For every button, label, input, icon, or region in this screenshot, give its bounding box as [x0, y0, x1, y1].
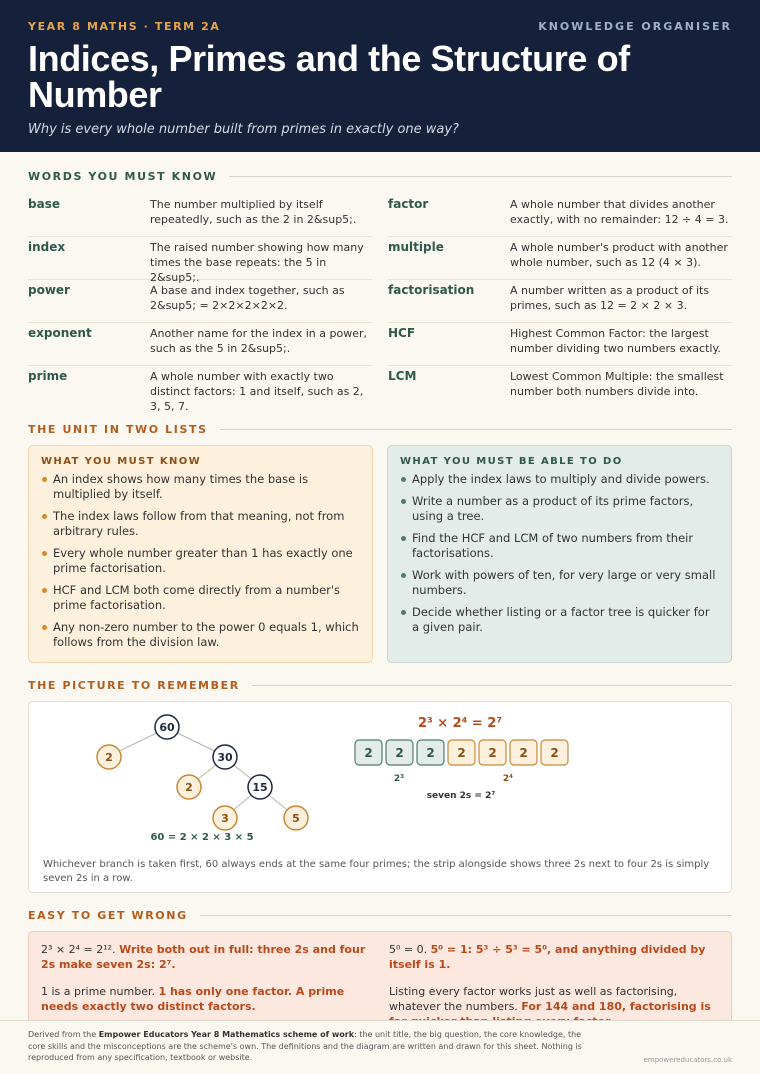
tree-node-label: 2: [105, 751, 113, 764]
strip-summary: seven 2s = 2⁷: [426, 791, 496, 801]
misconception-fix: For 144 and 180, factorising is: [521, 1000, 711, 1013]
tree-node-label: 30: [217, 751, 233, 764]
strip-cell-label: 2: [395, 746, 404, 760]
glossary-definition: Another name for the index in a power, such as the 5 in 2&sup5;.: [150, 327, 368, 355]
list-item: Every whole number greater than 1 has exactly one prime factorisation.: [41, 546, 360, 576]
page-footer: [0, 1020, 760, 1074]
glossary-term: LCM: [388, 369, 417, 383]
document-type: KNOWLEDGE ORGANISER: [538, 20, 732, 33]
misconception: [41, 984, 371, 1014]
misconceptions-box: [28, 931, 732, 1029]
section-title: EASY TO GET WRONG: [28, 908, 188, 922]
misconceptions-left: [41, 942, 371, 1018]
glossary: [28, 194, 732, 413]
footer-scheme-name: Empower Educators Year 8 Mathematics scheme of work: [98, 1030, 355, 1039]
misconception-fix: Write both out in full: three 2s and four 2s make seven 2s: 2⁷.: [41, 943, 366, 971]
list-item: HCF and LCM both come directly from a number's prime factorisation.: [41, 583, 360, 613]
big-question: Why is every whole number built from primes in exactly one way?: [28, 122, 459, 137]
glossary-row: [28, 194, 372, 237]
course-kicker: YEAR 8 MATHS · TERM 2A: [28, 20, 221, 33]
glossary-row: [388, 237, 732, 280]
tree-result: 60 = 2 × 2 × 3 × 5: [150, 832, 254, 843]
footer-text: : the unit title, the big question, the core knowledge, the core skills and the misconceptions are the scheme's own. The definitions and the diagram are written and drawn for this sheet. Nothing is reproduced from any specification, textbook or website.: [28, 1030, 582, 1062]
footer-website: empowereducators.co.uk: [643, 1056, 732, 1064]
glossary-left-column: [28, 194, 372, 413]
strip-cell-label: 2: [364, 746, 373, 760]
factor-tree-diagram: [29, 702, 731, 852]
section-title: WORDS YOU MUST KNOW: [28, 169, 218, 183]
glossary-definition: A base and index together, such as 2&sup5; = 2×2×2×2×2.: [150, 284, 345, 312]
misconception: [41, 942, 371, 972]
know-title: WHAT YOU MUST KNOW: [41, 456, 202, 467]
glossary-term: exponent: [28, 326, 92, 340]
strip-cell-label: 2: [550, 746, 559, 760]
glossary-definition: A number written as a product of its primes, such as 12 = 2 × 2 × 3.: [510, 284, 710, 312]
glossary-definition: Highest Common Factor: the largest number dividing two numbers exactly.: [510, 327, 721, 355]
know-list: [41, 472, 360, 650]
glossary-definition: A whole number's product with another whole number, such as 12 (4 × 3).: [510, 241, 728, 269]
section-picture: [28, 677, 732, 693]
strip-group-label: 2⁴: [502, 774, 514, 784]
tree-node-label: 15: [252, 781, 268, 794]
section-title: THE PICTURE TO REMEMBER: [28, 678, 240, 692]
glossary-term: factorisation: [388, 283, 475, 297]
glossary-row: [388, 194, 732, 237]
glossary-row: [388, 280, 732, 323]
list-item: Write a number as a product of its prime factors, using a tree.: [400, 494, 719, 524]
glossary-term: HCF: [388, 326, 416, 340]
page-header: [0, 0, 760, 152]
section-title: THE UNIT IN TWO LISTS: [28, 422, 208, 436]
glossary-term: prime: [28, 369, 68, 383]
glossary-term: factor: [388, 197, 429, 211]
misconception-error: 1 is a prime number.: [41, 985, 159, 998]
glossary-row: [28, 280, 372, 323]
list-item: Find the HCF and LCM of two numbers from their factorisations.: [400, 531, 719, 561]
strip-heading: 2³ × 2⁴ = 2⁷: [417, 716, 503, 731]
glossary-term: base: [28, 197, 60, 211]
glossary-right-column: [388, 194, 732, 409]
tree-node-label: 60: [159, 721, 175, 734]
glossary-row: [28, 323, 372, 366]
list-item: The index laws follow from that meaning, not from arbitrary rules.: [41, 509, 360, 539]
picture-caption: Whichever branch is taken first, 60 always ends at the same four primes; the strip alongside shows three 2s next to four 2s is simply seven 2s in a row.: [43, 859, 710, 884]
glossary-row: [28, 366, 372, 413]
strip-cell-label: 2: [488, 746, 497, 760]
do-box: [387, 445, 732, 663]
list-item: Apply the index laws to multiply and divide powers.: [400, 472, 719, 487]
tree-node-label: 3: [221, 812, 229, 825]
glossary-definition: Lowest Common Multiple: the smallest number both numbers divide into.: [510, 370, 724, 398]
divider: [252, 685, 732, 686]
footer-source-note: [28, 1029, 588, 1074]
strip-cell-label: 2: [426, 746, 435, 760]
tree-node-label: 2: [185, 781, 193, 794]
glossary-term: index: [28, 240, 66, 254]
list-item: Any non-zero number to the power 0 equals 1, which follows from the division law.: [41, 620, 360, 650]
glossary-row: [28, 237, 372, 284]
glossary-row: [388, 366, 732, 409]
strip-group-label: 2³: [393, 774, 405, 784]
glossary-term: multiple: [388, 240, 444, 254]
strip-cell-label: 2: [457, 746, 466, 760]
glossary-definition: The raised number showing how many times the base repeats: the 5 in 2&sup5;.: [150, 241, 364, 284]
two-lists: [28, 445, 732, 663]
glossary-definition: A whole number that divides another exactly, with no remainder: 12 ÷ 4 = 3.: [510, 198, 729, 226]
section-wrong: [28, 907, 732, 923]
do-list: [400, 472, 719, 635]
glossary-definition: A whole number with exactly two distinct factors: 1 and itself, such as 2, 3, 5, 7.: [150, 370, 364, 413]
do-title: WHAT YOU MUST BE ABLE TO DO: [400, 456, 623, 467]
misconception: [389, 942, 719, 972]
tree-node-label: 5: [292, 812, 300, 825]
divider: [229, 176, 732, 177]
glossary-row: [388, 323, 732, 366]
list-item: Work with powers of ten, for very large or very small numbers.: [400, 568, 719, 598]
picture-panel: [28, 701, 732, 893]
list-item: An index shows how many times the base is multiplied by itself.: [41, 472, 360, 502]
know-box: [28, 445, 373, 663]
section-lists: [28, 421, 732, 437]
page-title: Indices, Primes and the Structure of Number: [28, 38, 630, 115]
divider: [200, 915, 732, 916]
section-words: [28, 168, 732, 184]
footer-text: Derived from the: [28, 1030, 99, 1039]
strip-cell-label: 2: [519, 746, 528, 760]
misconceptions-right: [389, 942, 719, 1018]
misconception-error: 5⁰ = 0.: [389, 943, 431, 956]
misconception-fix: 5⁰ = 1: 5³ ÷ 5³ = 5⁰, and anything divided by itself is 1.: [389, 943, 706, 971]
misconception-error: 2³ × 2⁴ = 2¹².: [41, 943, 120, 956]
list-item: Decide whether listing or a factor tree is quicker for a given pair.: [400, 605, 719, 635]
glossary-definition: The number multiplied by itself repeatedly, such as the 2 in 2&sup5;.: [150, 198, 357, 226]
misconception-error: Listing every factor works just as well as factorising, whatever the numbers.: [389, 985, 678, 1013]
misconception-fix: 1 has only one factor. A prime needs exactly two distinct factors.: [41, 985, 345, 1013]
divider: [220, 429, 732, 430]
glossary-term: power: [28, 283, 70, 297]
